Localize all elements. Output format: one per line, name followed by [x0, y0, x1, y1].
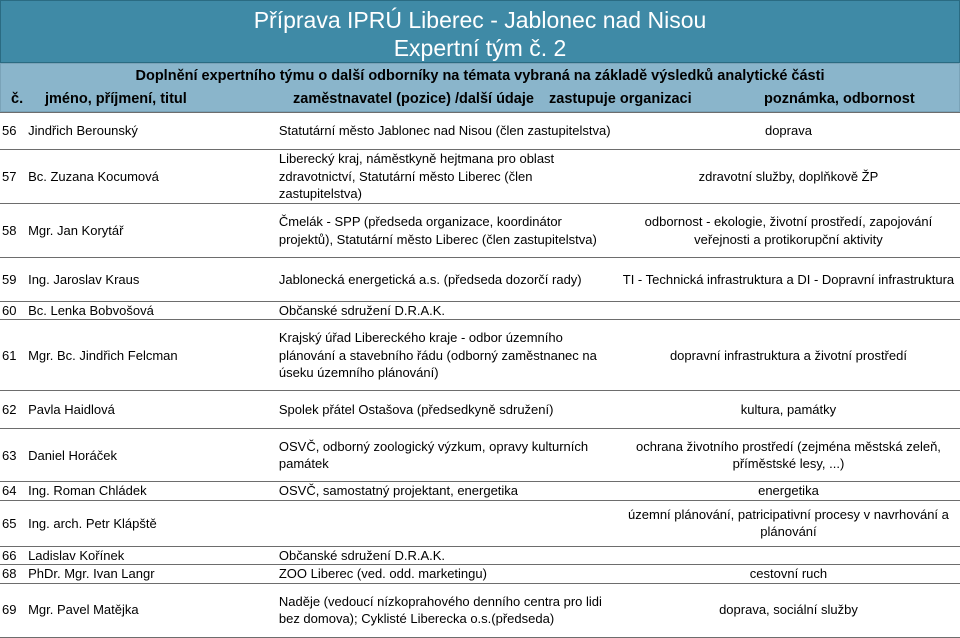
column-header-note: poznámka, odbornost [764, 91, 915, 107]
experts-table [0, 112, 960, 638]
row-note [617, 302, 960, 320]
row-employer: Občanské sdružení D.R.A.K. [277, 302, 617, 320]
row-number: 60 [0, 302, 26, 320]
column-header-employer: zaměstnavatel (pozice) /další údaje [293, 91, 534, 107]
row-note: TI - Technická infrastruktura a DI - Dopravní infrastruktura [617, 258, 960, 302]
row-note: cestovní ruch [617, 565, 960, 583]
row-note: doprava, sociální služby [617, 583, 960, 637]
row-note: územní plánování, patricipativní procesy v navrhování a plánování [617, 500, 960, 546]
row-number: 58 [0, 204, 26, 258]
row-number: 57 [0, 150, 26, 204]
row-employer: Čmelák - SPP (předseda organizace, koordinátor projektů), Statutární město Liberec (člen zastupitelstva) [277, 204, 617, 258]
row-number: 65 [0, 500, 26, 546]
row-number: 59 [0, 258, 26, 302]
row-employer [277, 500, 617, 546]
row-note: ochrana životního prostředí (zejména městská zeleň, příměstské lesy, ...) [617, 429, 960, 482]
row-name: Ing. Roman Chládek [26, 482, 277, 500]
row-employer: OSVČ, odborný zoologický výzkum, opravy kulturních památek [277, 429, 617, 482]
row-name: Daniel Horáček [26, 429, 277, 482]
row-name: Ladislav Kořínek [26, 546, 277, 564]
table-row [0, 391, 960, 429]
row-employer: Spolek přátel Ostašova (předsedkyně sdružení) [277, 391, 617, 429]
row-name: Ing. Jaroslav Kraus [26, 258, 277, 302]
page-title: Příprava IPRÚ Liberec - Jablonec nad Nisou [253, 7, 707, 33]
page-subtitle: Expertní tým č. 2 [393, 35, 567, 61]
row-name: Mgr. Bc. Jindřich Felcman [26, 320, 277, 391]
row-name: Pavla Haidlová [26, 391, 277, 429]
table-row [0, 500, 960, 546]
table-row [0, 583, 960, 637]
row-employer: ZOO Liberec (ved. odd. marketingu) [277, 565, 617, 583]
row-note: doprava [617, 113, 960, 150]
row-note: dopravní infrastruktura a životní prostředí [617, 320, 960, 391]
column-header-number: č. [11, 91, 24, 107]
row-employer: Jablonecká energetická a.s. (předseda dozorčí rady) [277, 258, 617, 302]
row-employer: Statutární město Jablonec nad Nisou (člen zastupitelstva) [277, 113, 617, 150]
table-row [0, 150, 960, 204]
slide-header [0, 0, 960, 63]
row-number: 61 [0, 320, 26, 391]
row-employer: Liberecký kraj, náměstkyně hejtmana pro oblast zdravotnictví, Statutární město Liberec (člen zastupitelstva) [277, 150, 617, 204]
row-name: Mgr. Jan Korytář [26, 204, 277, 258]
table-row [0, 482, 960, 500]
table-row [0, 429, 960, 482]
table-row [0, 546, 960, 564]
row-note: kultura, památky [617, 391, 960, 429]
row-number: 68 [0, 565, 26, 583]
table-row [0, 565, 960, 583]
row-name: PhDr. Mgr. Ivan Langr [26, 565, 277, 583]
row-number: 63 [0, 429, 26, 482]
row-note: energetika [617, 482, 960, 500]
table-row [0, 113, 960, 150]
row-note: zdravotní služby, doplňkově ŽP [617, 150, 960, 204]
table-row [0, 302, 960, 320]
row-note: odbornost - ekologie, životní prostředí, zapojování veřejnosti a protikorupční aktivity [617, 204, 960, 258]
row-name: Ing. arch. Petr Klápště [26, 500, 277, 546]
table-header-band [0, 63, 960, 112]
row-name: Mgr. Pavel Matějka [26, 583, 277, 637]
row-employer: Občanské sdružení D.R.A.K. [277, 546, 617, 564]
row-number: 64 [0, 482, 26, 500]
row-employer: Naděje (vedoucí nízkoprahového denního centra pro lidi bez domova); Cyklisté Liberecka o.s.(předseda) [277, 583, 617, 637]
row-number: 66 [0, 546, 26, 564]
table-row [0, 320, 960, 391]
column-header-name: jméno, příjmení, titul [45, 91, 187, 107]
column-header-organization: zastupuje organizaci [549, 91, 692, 107]
row-name: Bc. Lenka Bobvošová [26, 302, 277, 320]
row-number: 56 [0, 113, 26, 150]
row-name: Bc. Zuzana Kocumová [26, 150, 277, 204]
row-note [617, 546, 960, 564]
table-row [0, 258, 960, 302]
band-description: Doplnění expertního týmu o další odborníky na témata vybraná na základě výsledků analytické části [135, 68, 825, 84]
row-employer: Krajský úřad Libereckého kraje - odbor územního plánování a stavebního řádu (odborný zaměstnanec na úseku územního plánování) [277, 320, 617, 391]
row-number: 69 [0, 583, 26, 637]
table-row [0, 204, 960, 258]
row-employer: OSVČ, samostatný projektant, energetika [277, 482, 617, 500]
row-name: Jindřich Berounský [26, 113, 277, 150]
row-number: 62 [0, 391, 26, 429]
